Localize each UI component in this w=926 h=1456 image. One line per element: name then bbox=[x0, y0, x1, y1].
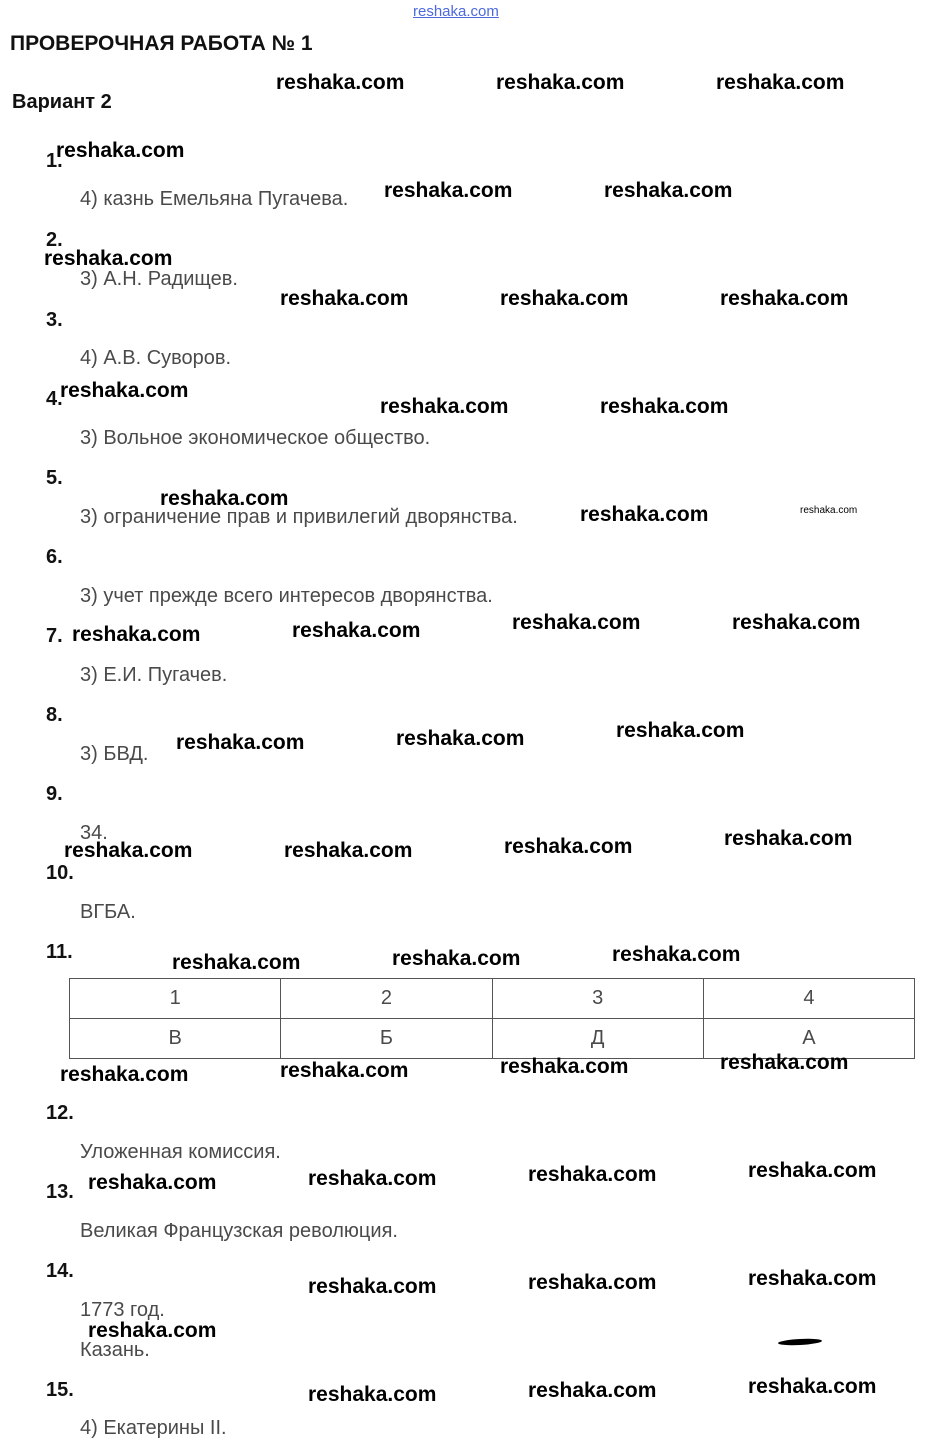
watermark: reshaka.com bbox=[612, 943, 741, 966]
answer-text: 1773 год. bbox=[80, 1299, 165, 1321]
watermark: reshaka.com bbox=[732, 611, 861, 634]
table-cell: 4 bbox=[703, 979, 914, 1019]
site-link[interactable]: reshaka.com bbox=[413, 3, 499, 20]
page-title: ПРОВЕРОЧНАЯ РАБОТА № 1 bbox=[10, 32, 313, 55]
answer-text: 3) БВД. bbox=[80, 743, 149, 765]
ink-smudge bbox=[778, 1338, 822, 1346]
watermark: reshaka.com bbox=[292, 619, 421, 642]
question-number: 10. bbox=[46, 862, 74, 884]
watermark: reshaka.com bbox=[44, 247, 173, 270]
question-number: 9. bbox=[46, 783, 63, 805]
answer-text: 4) А.В. Суворов. bbox=[80, 347, 232, 369]
watermark: reshaka.com bbox=[396, 727, 525, 750]
answer-text: 3) Е.И. Пугачев. bbox=[80, 664, 228, 686]
question-number: 8. bbox=[46, 704, 63, 726]
table-cell: Б bbox=[281, 1019, 492, 1059]
watermark: reshaka.com bbox=[800, 505, 858, 516]
watermark: reshaka.com bbox=[748, 1159, 877, 1182]
question-number: 15. bbox=[46, 1379, 74, 1401]
question-number: 1. bbox=[46, 150, 63, 172]
watermark: reshaka.com bbox=[64, 839, 193, 862]
watermark: reshaka.com bbox=[280, 1059, 409, 1082]
watermark: reshaka.com bbox=[72, 623, 201, 646]
watermark: reshaka.com bbox=[716, 71, 845, 94]
table-cell: 3 bbox=[492, 979, 703, 1019]
watermark: reshaka.com bbox=[276, 71, 405, 94]
question-number: 14. bbox=[46, 1260, 74, 1282]
answer-text: 3) учет прежде всего интересов дворянства. bbox=[80, 585, 493, 607]
watermark: reshaka.com bbox=[748, 1375, 877, 1398]
watermark: reshaka.com bbox=[600, 395, 729, 418]
answer-text: 3) Вольное экономическое общество. bbox=[80, 427, 431, 449]
watermark: reshaka.com bbox=[308, 1383, 437, 1406]
watermark: reshaka.com bbox=[720, 287, 849, 310]
watermark: reshaka.com bbox=[724, 827, 853, 850]
watermark: reshaka.com bbox=[500, 1055, 629, 1078]
watermark: reshaka.com bbox=[308, 1275, 437, 1298]
watermark: reshaka.com bbox=[504, 835, 633, 858]
table-cell: 1 bbox=[70, 979, 281, 1019]
table-cell: А bbox=[703, 1019, 914, 1059]
answer-text: 3) ограничение прав и привилегий дворянства. bbox=[80, 506, 518, 528]
variant-heading: Вариант 2 bbox=[12, 91, 112, 113]
watermark: reshaka.com bbox=[60, 379, 189, 402]
matching-table bbox=[69, 978, 915, 1059]
answer-text: Великая Французская революция. bbox=[80, 1220, 398, 1242]
watermark: reshaka.com bbox=[528, 1163, 657, 1186]
question-number: 2. bbox=[46, 229, 63, 251]
question-number: 7. bbox=[46, 625, 63, 647]
question-number: 6. bbox=[46, 546, 63, 568]
watermark: reshaka.com bbox=[748, 1267, 877, 1290]
watermark: reshaka.com bbox=[380, 395, 509, 418]
question-number: 12. bbox=[46, 1102, 74, 1124]
question-number: 3. bbox=[46, 309, 63, 331]
watermark: reshaka.com bbox=[496, 71, 625, 94]
watermark: reshaka.com bbox=[580, 503, 709, 526]
question-number: 11. bbox=[46, 941, 73, 963]
watermark: reshaka.com bbox=[60, 1063, 189, 1086]
table-row bbox=[70, 979, 915, 1019]
question-number: 5. bbox=[46, 467, 63, 489]
answer-text: Казань. bbox=[80, 1339, 150, 1361]
watermark: reshaka.com bbox=[160, 487, 289, 510]
watermark: reshaka.com bbox=[284, 839, 413, 862]
watermark: reshaka.com bbox=[500, 287, 629, 310]
watermark: reshaka.com bbox=[384, 179, 513, 202]
watermark: reshaka.com bbox=[308, 1167, 437, 1190]
watermark: reshaka.com bbox=[176, 731, 305, 754]
answer-text: Уложенная комиссия. bbox=[80, 1141, 281, 1163]
question-number: 13. bbox=[46, 1181, 74, 1203]
answer-text: 3) А.Н. Радищев. bbox=[80, 268, 238, 290]
watermark: reshaka.com bbox=[88, 1171, 217, 1194]
watermark: reshaka.com bbox=[512, 611, 641, 634]
watermark: reshaka.com bbox=[528, 1379, 657, 1402]
answer-text: 4) Екатерины II. bbox=[80, 1417, 227, 1439]
watermark: reshaka.com bbox=[56, 139, 185, 162]
watermark: reshaka.com bbox=[720, 1051, 849, 1074]
table-cell: Д bbox=[492, 1019, 703, 1059]
answer-text: 34. bbox=[80, 822, 108, 844]
watermark: reshaka.com bbox=[528, 1271, 657, 1294]
question-number: 4. bbox=[46, 388, 63, 410]
watermark: reshaka.com bbox=[88, 1319, 217, 1342]
watermark: reshaka.com bbox=[392, 947, 521, 970]
table-cell: В bbox=[70, 1019, 281, 1059]
answer-text: ВГБА. bbox=[80, 901, 136, 923]
watermark: reshaka.com bbox=[604, 179, 733, 202]
watermark: reshaka.com bbox=[616, 719, 745, 742]
answer-text: 4) казнь Емельяна Пугачева. bbox=[80, 188, 349, 210]
watermark: reshaka.com bbox=[280, 287, 409, 310]
watermark: reshaka.com bbox=[172, 951, 301, 974]
table-cell: 2 bbox=[281, 979, 492, 1019]
